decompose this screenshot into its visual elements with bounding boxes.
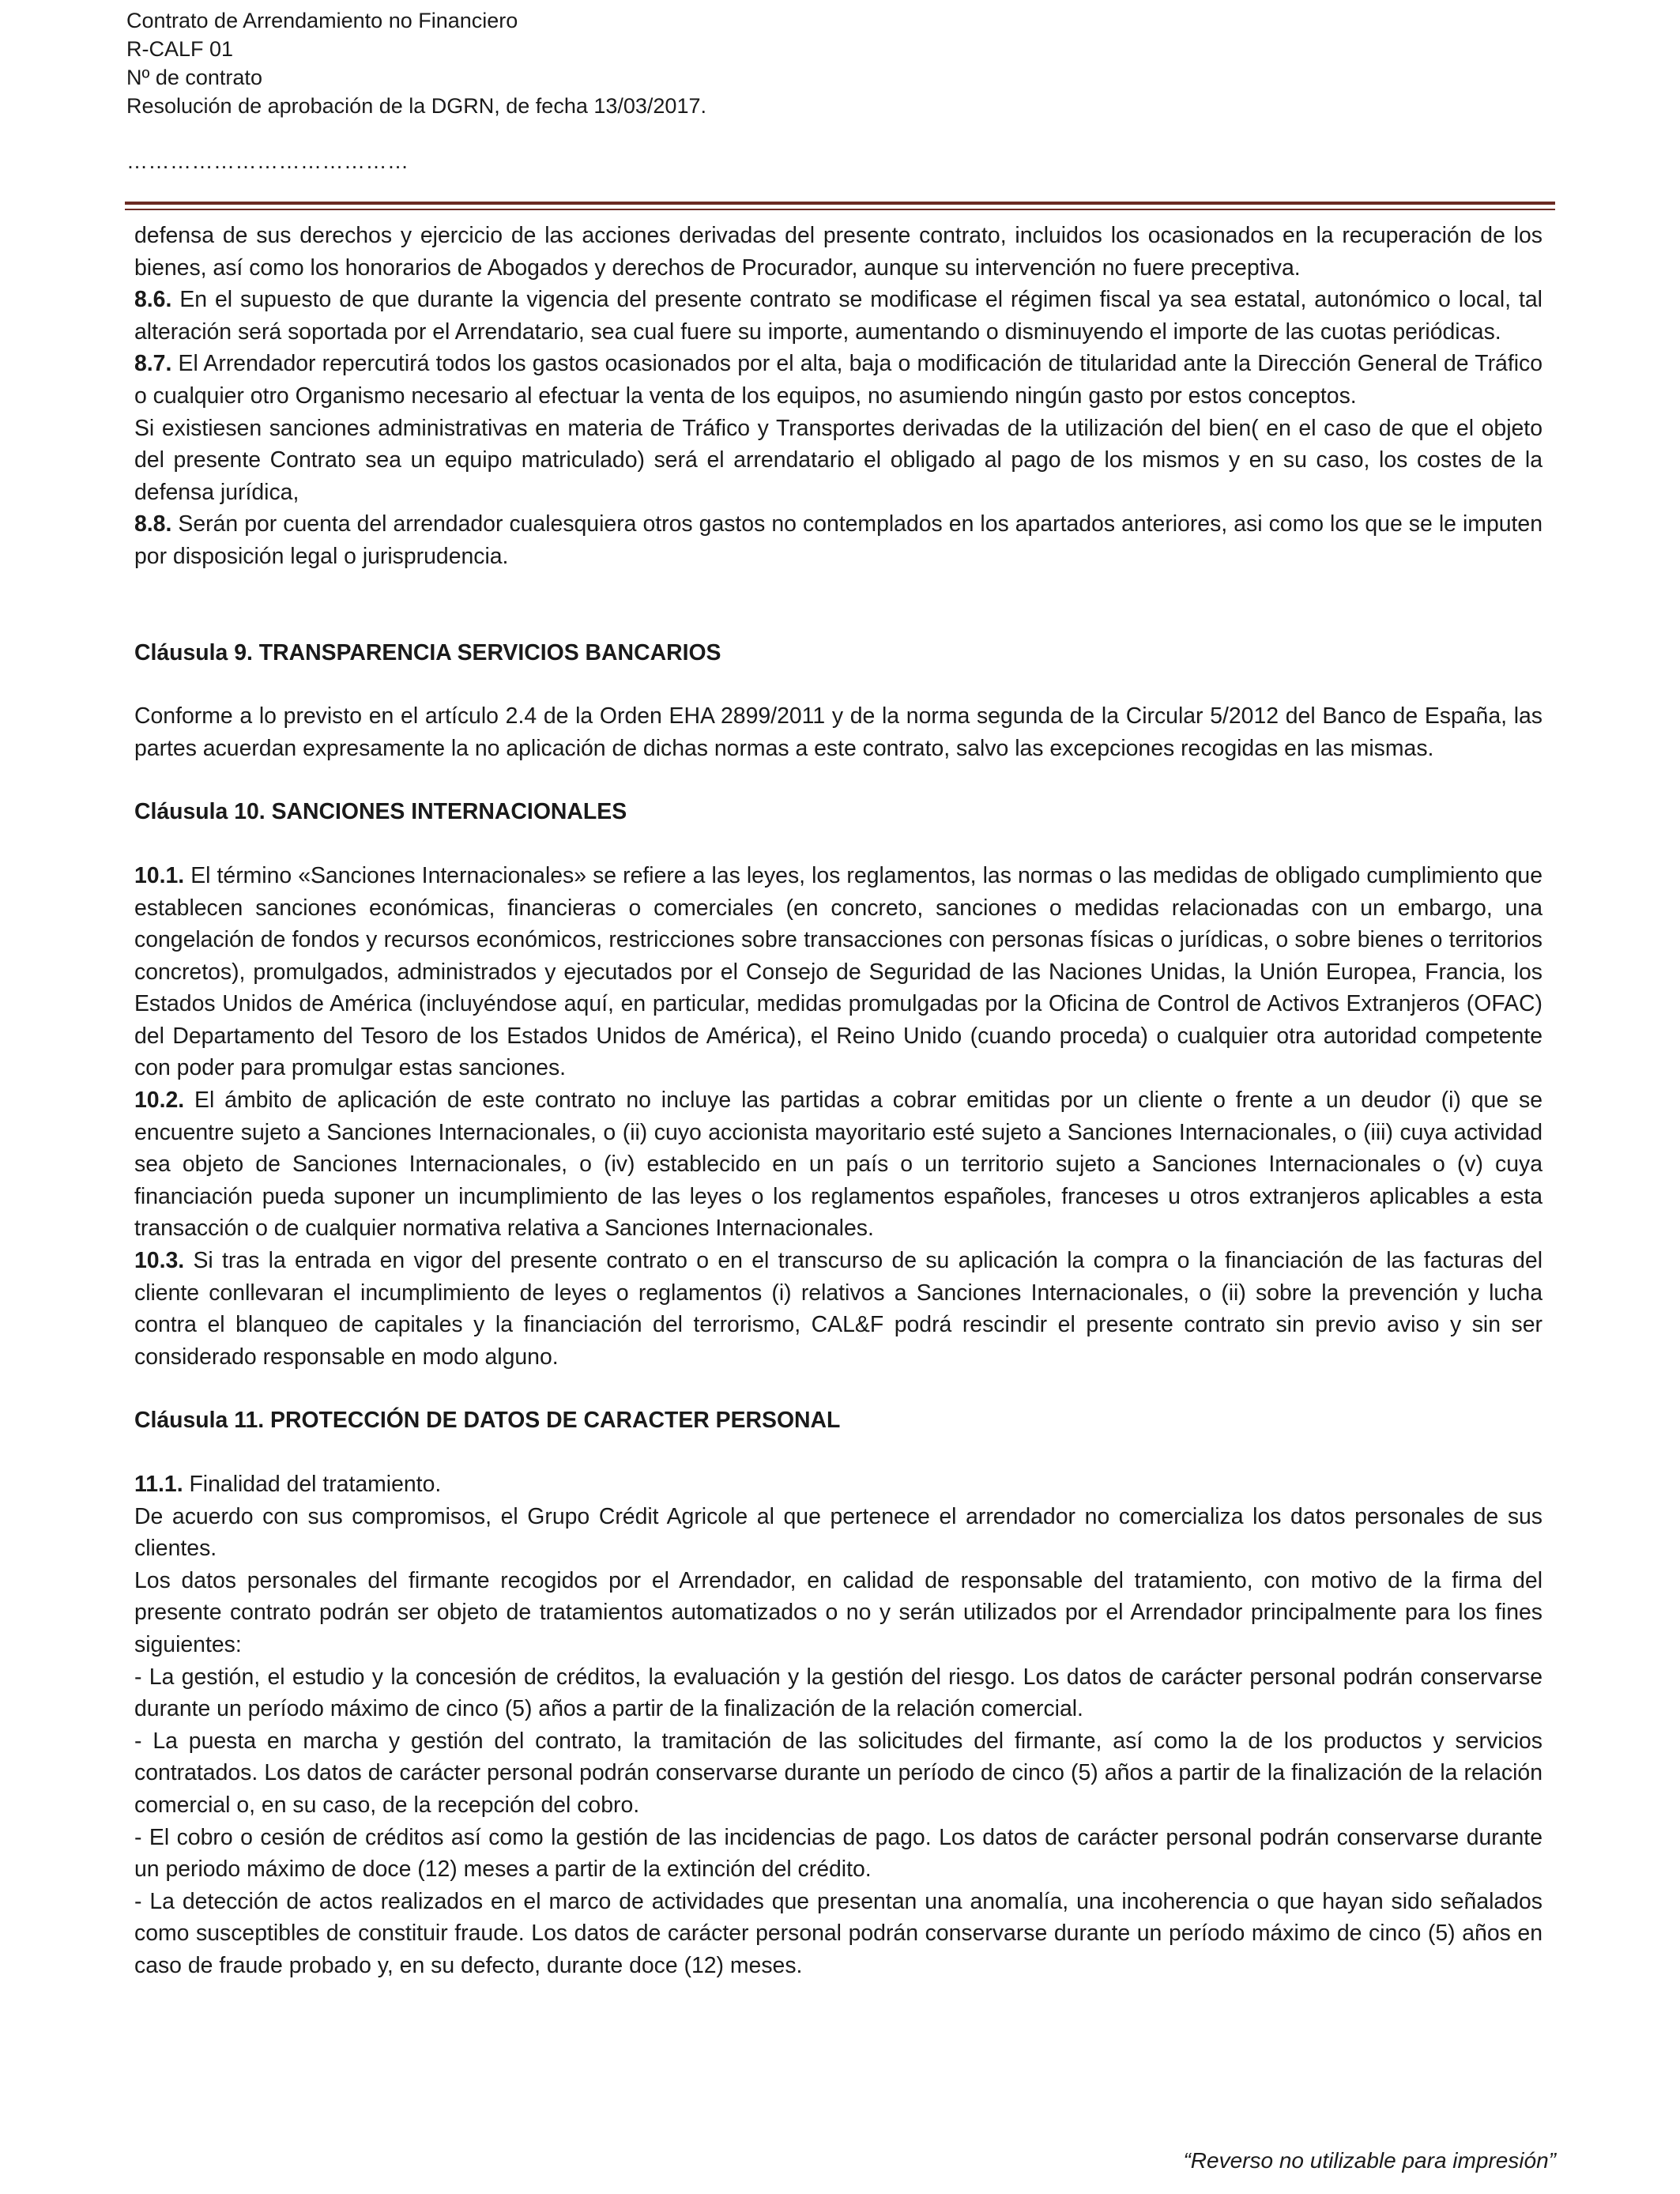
paragraph-8-5-continuation: defensa de sus derechos y ejercicio de las acciones derivadas del presente contrato, incluidos los ocasionados en la recuperación de los bienes, así como los honorarios de Abogados y derechos de Procurador, aunque su intervención no fuere preceptiva. bbox=[134, 223, 1543, 281]
paragraph-8-8 bbox=[134, 508, 1543, 572]
clause-11-bullet-credit-management: - La gestión, el estudio y la concesión de créditos, la evaluación y la gestión del riesgo. Los datos de carácter personal podrán conservarse durante un período máximo de cinco (5) años a partir de la finalización de la relación comercial. bbox=[134, 1664, 1543, 1722]
paragraph-text: El Arrendador repercutirá todos los gastos ocasionados por el alta, baja o modificación de titularidad ante la Dirección General de Tráfico o cualquier otro Organismo necesario al efectuar la venta de los equipos, no asumiendo ningún gasto por estos conceptos. bbox=[134, 351, 1543, 409]
header-approval-resolution: Resolución de aprobación de la DGRN, de fecha 13/03/2017. bbox=[126, 94, 706, 118]
header-contract-number-placeholder: ………………………………… bbox=[126, 149, 409, 173]
header-divider-thin bbox=[125, 209, 1555, 210]
header-contract-type: Contrato de Arrendamiento no Financiero bbox=[126, 9, 518, 32]
clause-11-commitments: De acuerdo con sus compromisos, el Grupo Crédit Agricole al que pertenece el arrendador no comercializa los datos personales de sus clientes. bbox=[134, 1503, 1543, 1562]
paragraph-10-3 bbox=[134, 1245, 1543, 1373]
header-divider-thick bbox=[125, 202, 1555, 205]
spacer bbox=[134, 828, 1543, 860]
spacer bbox=[134, 764, 1543, 796]
paragraph-text: Si tras la entrada en vigor del presente contrato o en el transcurso de su aplicación la compra o la financiación de las facturas del cliente conllevaran el incumplimiento de leyes o reglamentos (i) relativos a Sanciones Internacionales, o (ii) sobre la prevención y lucha contra el blanqueo de capitales y la financiación del terrorismo, CAL&F podrá rescindir el presente contrato sin previo aviso y sin ser considerado responsable en modo alguno. bbox=[134, 1248, 1543, 1370]
spacer bbox=[134, 669, 1543, 700]
clause-11-bullet-contract-management: - La puesta en marcha y gestión del contrato, la tramitación de las solicitudes del firmante, así como la de los productos y servicios contratados. Los datos de carácter personal podrán conservarse durante un período de cinco (5) años a partir de la finalización de la relación comercial o, en su caso, de la recepción del cobro. bbox=[134, 1728, 1543, 1818]
paragraph-number: 11.1. bbox=[134, 1472, 183, 1497]
paragraph-10-1 bbox=[134, 860, 1543, 1084]
document-body bbox=[134, 220, 1543, 1982]
paragraph-8-7-sanctions: Si existiesen sanciones administrativas en materia de Tráfico y Transportes derivadas de la utilización del bien( en el caso de que el objeto del presente Contrato sea un equipo matriculado) será el arrendatario el obligado al pago de los mismos y en su caso, los costes de la defensa jurídica, bbox=[134, 415, 1543, 505]
paragraph-8-7 bbox=[134, 348, 1543, 412]
paragraph-text: Finalidad del tratamiento. bbox=[183, 1472, 442, 1497]
page-footer-note: “Reverso no utilizable para impresión” bbox=[1183, 2148, 1556, 2173]
paragraph-10-2 bbox=[134, 1084, 1543, 1245]
paragraph-11-1 bbox=[134, 1468, 1543, 1501]
spacer bbox=[134, 1437, 1543, 1468]
paragraph-text: En el supuesto de que durante la vigencia del presente contrato se modificase el régimen fiscal ya sea estatal, autonómico o local, tal alteración será soportada por el Arrendatario, sea cual fuere su importe, aumentando o disminuyendo el importe de las cuotas periódicas. bbox=[134, 287, 1543, 345]
paragraph-text: El término «Sanciones Internacionales» se refiere a las leyes, los reglamentos, las normas o las medidas de obligado cumplimiento que establecen sanciones económicas, financieras o comerciales (en concreto, sanciones o medidas relacionadas con un embargo, una congelación de fondos y recursos económicos, restricciones sobre transacciones con personas físicas o jurídicas, o sobre bienes o territorios concretos), promulgados, administrados y ejecutados por el Consejo de Seguridad de las Naciones Unidas, la Unión Europea, Francia, los Estados Unidos de América (incluyéndose aquí, en particular, medidas promulgadas por la Oficina de Control de Activos Extranjeros (OFAC) del Departamento del Tesoro de los Estados Unidos de América), el Reino Unido (cuando proceda) o cualquier otra autoridad competente con poder para promulgar estas sanciones. bbox=[134, 862, 1543, 1081]
paragraph-number: 8.6. bbox=[134, 287, 172, 313]
paragraph-number: 10.3. bbox=[134, 1248, 185, 1274]
clause-11-bullet-collection: - El cobro o cesión de créditos así como la gestión de las incidencias de pago. Los datos de carácter personal podrán conservarse durante un periodo máximo de doce (12) meses a partir de la extinción del crédito. bbox=[134, 1824, 1543, 1883]
spacer bbox=[134, 573, 1543, 637]
clause-9-title: Cláusula 9. TRANSPARENCIA SERVICIOS BANCARIOS bbox=[134, 639, 721, 665]
clause-10-title: Cláusula 10. SANCIONES INTERNACIONALES bbox=[134, 799, 627, 825]
paragraph-number: 8.8. bbox=[134, 511, 172, 537]
paragraph-number: 8.7. bbox=[134, 351, 172, 377]
clause-11-bullet-fraud-detection: - La detección de actos realizados en el marco de actividades que presentan una anomalía, una incoherencia o que hayan sido señalados como susceptibles de constituir fraude. Los datos de carácter personal podrán conservarse durante un período máximo de cinco (5) años en caso de fraude probado y, en su defecto, durante doce (12) meses. bbox=[134, 1888, 1543, 1978]
clause-9-text: Conforme a lo previsto en el artículo 2.4 de la Orden EHA 2899/2011 y de la norma segunda de la Circular 5/2012 del Banco de España, las partes acuerdan expresamente la no aplicación de dichas normas a este contrato, salvo las excepciones recogidas en las mismas. bbox=[134, 703, 1543, 761]
clause-11-title: Cláusula 11. PROTECCIÓN DE DATOS DE CARACTER PERSONAL bbox=[134, 1408, 841, 1434]
document-header bbox=[126, 6, 1549, 175]
paragraph-number: 10.1. bbox=[134, 862, 185, 888]
paragraph-number: 10.2. bbox=[134, 1088, 185, 1114]
header-reference-code: R-CALF 01 bbox=[126, 37, 234, 61]
paragraph-8-6 bbox=[134, 284, 1543, 348]
header-contract-number-label: Nº de contrato bbox=[126, 66, 262, 89]
paragraph-text: Serán por cuenta del arrendador cualesquiera otros gastos no contemplados en los apartados anteriores, asi como los que se le imputen por disposición legal o jurisprudencia. bbox=[134, 511, 1543, 569]
clause-11-data-usage: Los datos personales del firmante recogidos por el Arrendador, en calidad de responsable del tratamiento, con motivo de la firma del presente contrato podrán ser objeto de tratamientos automatizados o no y serán utilizados por el Arrendador principalmente para los fines siguientes: bbox=[134, 1567, 1543, 1657]
paragraph-text: El ámbito de aplicación de este contrato no incluye las partidas a cobrar emitidas por un cliente o frente a un deudor (i) que se encuentre sujeto a Sanciones Internacionales, o (ii) cuyo accionista mayoritario esté sujeto a Sanciones Internacionales, o (iii) cuya actividad sea objeto de Sanciones Internacionales, o (iv) establecido en un país o un territorio sujeto a Sanciones Internacionales o (v) cuya financiación pueda suponer un incumplimiento de las leyes o los reglamentos españoles, franceses u otros extranjeros aplicables a esta transacción o de cualquier normativa relativa a Sanciones Internacionales. bbox=[134, 1088, 1543, 1242]
spacer bbox=[134, 1373, 1543, 1404]
